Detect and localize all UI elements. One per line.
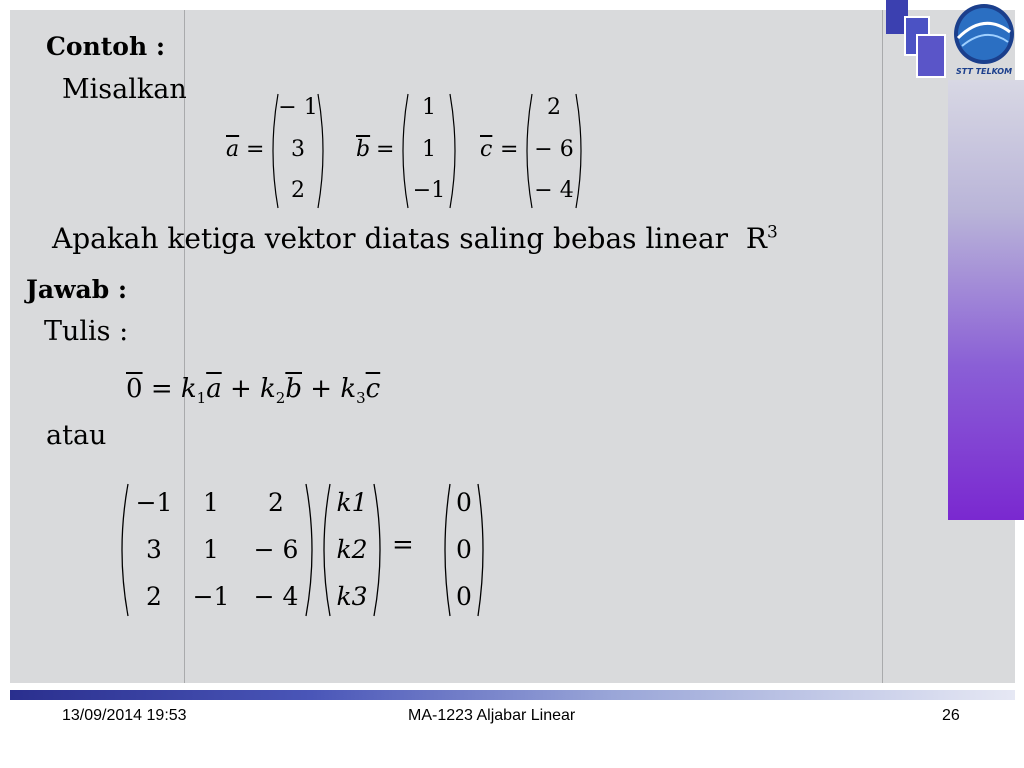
matrix-cell: 1	[203, 535, 219, 564]
footer-page-number: 26	[942, 707, 960, 724]
vector-b-entry: 1	[422, 137, 436, 162]
question-text	[52, 222, 778, 255]
vec-a: $\overline{a}$	[206, 374, 222, 404]
k2-coef: k	[260, 374, 276, 404]
eq-sign: =	[150, 374, 173, 404]
svg-text:STT TELKOM: STT TELKOM	[955, 67, 1013, 76]
vector-b-entry: 1	[422, 95, 436, 120]
unknown-cell: k3	[336, 582, 368, 611]
vector-a-entry: 3	[291, 137, 305, 162]
vector-c-name: $\overline{c}$	[480, 137, 493, 162]
vector-a-entry: − 1	[278, 95, 318, 120]
vector-c-entry: − 4	[534, 178, 574, 203]
matrix-cell: 3	[146, 535, 162, 564]
k3-sub: 3	[356, 389, 366, 408]
unknown-cell: k1	[336, 488, 368, 517]
matrix-equals: =	[392, 530, 414, 560]
matrix-cell: − 6	[253, 535, 299, 564]
footer-gradient-bar	[10, 690, 1015, 700]
write-label: Tulis :	[44, 316, 129, 347]
matrix-cell: −1	[192, 582, 230, 611]
rhs-cell: 0	[456, 535, 472, 564]
k2-sub: 2	[275, 389, 286, 408]
plus-2: +	[310, 374, 333, 404]
vector-a-name: $\overline{a}$	[226, 137, 240, 162]
side-gradient-bar	[948, 80, 1024, 520]
matrix-cell: 1	[203, 488, 219, 517]
answer-heading: Jawab :	[26, 275, 128, 304]
vector-a-equals: =	[246, 137, 265, 162]
zero-vector: 0	[126, 374, 143, 404]
vector-b-entry: −1	[412, 178, 446, 203]
rhs-cell: 0	[456, 488, 472, 517]
matrix-cell: 2	[268, 488, 284, 517]
vector-c-entry: − 6	[534, 137, 574, 162]
k1-coef: k	[180, 374, 197, 404]
vector-b-equals: =	[376, 137, 395, 162]
linear-combination-equation	[126, 374, 380, 407]
unknown-cell: k2	[336, 535, 368, 564]
intro-text: Misalkan	[62, 74, 187, 105]
vec-b: $\overline{b}$	[285, 374, 302, 404]
or-label: atau	[46, 420, 107, 451]
k3-coef: k	[340, 374, 357, 404]
deco-square	[916, 34, 946, 78]
plus-1: +	[229, 374, 252, 404]
k1-sub: 1	[196, 389, 207, 408]
matrix-cell: − 4	[253, 582, 299, 611]
guide-line-right	[882, 10, 883, 683]
vector-a-entry: 2	[291, 178, 305, 203]
stt-telkom-logo	[948, 2, 1020, 76]
matrix-cell: 2	[146, 582, 162, 611]
vector-c-entry: 2	[547, 95, 561, 120]
footer-course: MA-1223 Aljabar Linear	[408, 707, 576, 724]
question-sentence: Apakah ketiga vektor diatas saling bebas linear	[52, 222, 729, 255]
vec-c: $\overline{c}$	[365, 374, 381, 404]
vector-c-equals: =	[500, 137, 519, 162]
matrix-cell: −1	[135, 488, 173, 517]
rhs-cell: 0	[456, 582, 472, 611]
question-exponent: 3	[766, 222, 778, 243]
slide-title: Contoh :	[46, 32, 166, 61]
footer-date: 13/09/2014 19:53	[62, 707, 187, 724]
vector-b-name: $\overline{b}$	[356, 137, 371, 162]
question-space: R	[745, 222, 767, 255]
